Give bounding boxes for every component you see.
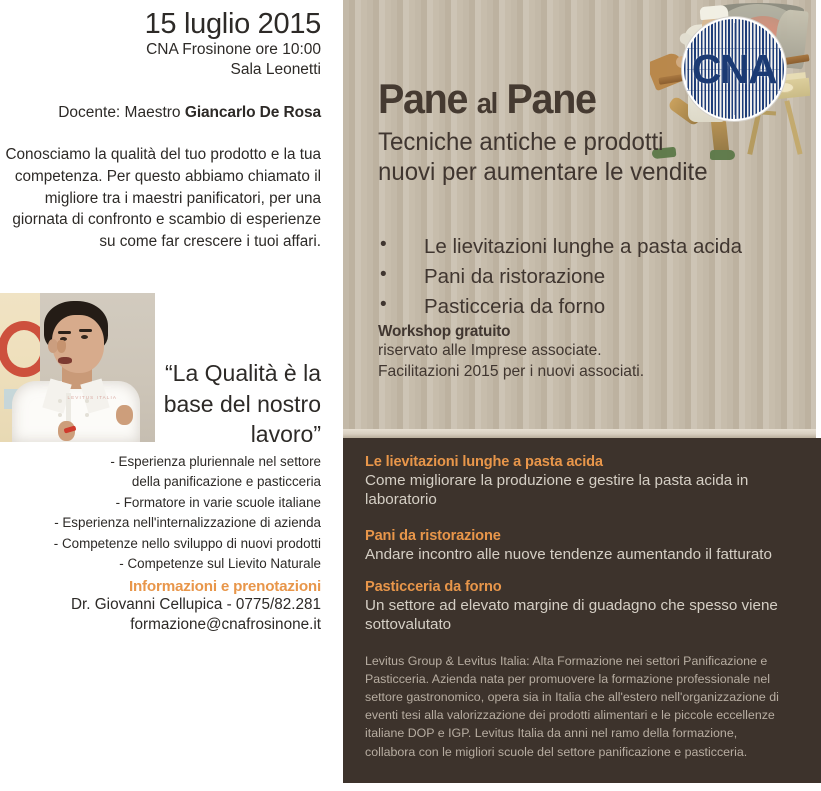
list-item: - Esperienza nell'internalizzazione di azienda [54,515,321,531]
detail-heading: Pani da ristorazione [365,528,501,544]
workshop-line-1: riservato alle Imprese associate. [378,342,602,359]
event-venue: CNA Frosinone ore 10:00 [146,41,321,59]
credentials-list [0,452,321,574]
bench-leg [784,100,802,155]
chef-brow-right [79,329,92,332]
list-item: - Esperienza pluriennale nel settore [110,454,321,469]
list-item: della panificazione e pasticceria [131,474,321,490]
detail-heading: Le lievitazioni lunghe a pasta acida [365,454,603,470]
cna-logo-text: CNA [691,45,777,92]
event-date: 15 luglio 2015 [144,8,321,40]
cna-logo [682,17,786,121]
list-item: • Pani da ristorazione [378,262,778,292]
chef-brow-left [58,331,71,334]
detail-heading: Pasticceria da forno [365,579,502,595]
speaker-quote: “La Qualità è la base del nostro lavoro” [163,360,321,448]
workshop-heading: Workshop gratuito [378,323,511,340]
chef-nose [57,340,66,353]
detail-section [365,528,803,564]
list-item: • Pasticceria da forno [378,292,778,322]
chef-button [58,413,62,417]
detail-text: Come migliorare la produzione e gestire la pasta acida in laboratorio [365,472,749,509]
list-item: - Formatore in varie scuole italiane [115,494,321,510]
detail-text: Andare incontro alle nuove tendenze aumentando il fatturato [365,546,772,563]
details-panel [343,438,821,783]
list-item: - Competenze sul Lievito Naturale [119,555,321,571]
panel-divider-shelf [343,429,816,438]
credentials-items [0,452,321,574]
chef-embroidery [96,401,118,413]
detail-section [365,454,803,510]
list-item: • Le lievitazioni lunghe a pasta acida [378,232,778,262]
chef-mouth [58,357,72,364]
contact-person: Dr. Giovanni Cellupica - 0775/82.281 [70,596,321,613]
workshop-line-2: Facilitazioni 2015 per i nuovi associati. [378,362,645,380]
poster-title-word-2: al [476,88,497,120]
intro-paragraph: Conosciamo la qualità del tuo prodotto e la tua competenza. Per questo abbiamo chiamato il migliore tra i maestri panificatori, per una giornata di confronto e scambio di esperienze su come far crescere i tuoi affari. [5,146,321,250]
teacher-name: Giancarlo De Rosa [184,104,321,122]
photo-watermark: LEVITUS ITALIA [67,395,117,400]
contact-heading: Informazioni e prenotazioni [128,578,321,595]
chef-button [58,399,62,403]
poster-title-word-1: Pane [378,75,468,122]
poster-title [378,75,596,122]
teacher-line [0,104,321,122]
poster-topic-list [378,232,778,322]
speaker-photo [0,293,155,442]
list-item: - Competenze nello sviluppo di nuovi prodotti [53,535,321,551]
detail-section [365,579,803,635]
event-room: Sala Leonetti [230,61,321,79]
contact-block [0,578,321,636]
poster-title-word-3: Pane [506,75,596,122]
left-info-column [0,0,330,791]
chef-button [85,413,89,417]
poster-subtitle: Tecniche antiche e prodotti nuovi per aumentare le vendite [378,128,708,186]
teacher-label: Docente: Maestro [58,104,185,122]
event-header [0,8,330,253]
contact-email[interactable]: formazione@cnafrosinone.it [130,616,321,634]
chef-hand-right [116,405,133,425]
chef-eye-right [81,335,88,339]
detail-text: Un settore ad elevato margine di guadagno che spesso viene sottovalutato [365,597,778,634]
about-text: Levitus Group & Levitus Italia: Alta Formazione nei settori Panificazione e Pasticceria. Azienda nata per promuovere la formazione professionale nel settore gastronomico, opera sia in Italia che all'estero nell'organizzazione di eventi tesi alla valorizzazione dei prodotti alimentari e le piccole eccellenze italiane DOP e IGP. Levitus Italia da anni nel ramo della formazione, collabora con le migliori scuole del settore panificazione e pasticceria. [365,654,779,759]
workshop-block [378,323,688,382]
poster-panel [343,0,816,429]
